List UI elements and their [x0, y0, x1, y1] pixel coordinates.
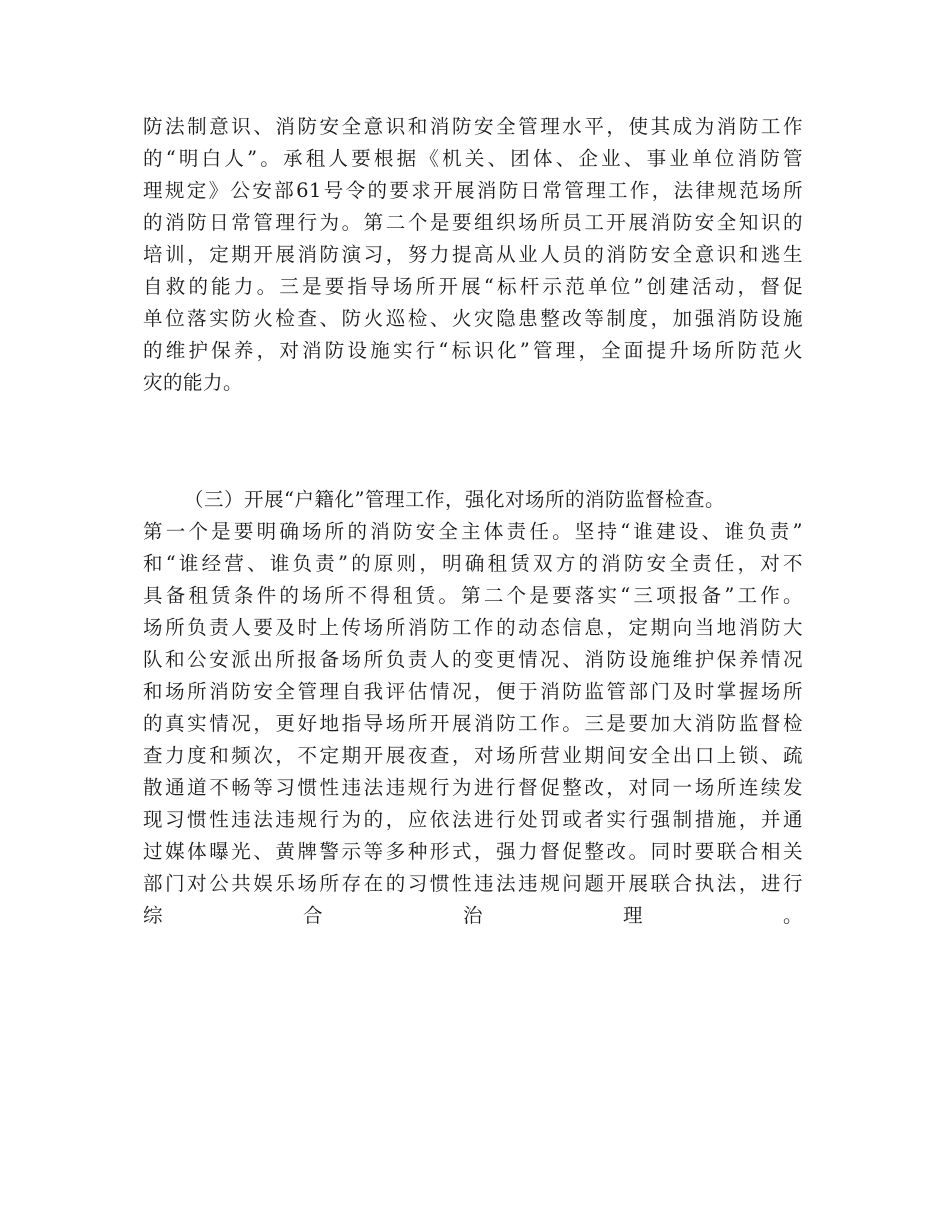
text-line: 场所负责人要及时上传场所消防工作的动态信息，定期向当地消防大 [143, 616, 803, 639]
text-line: 的“明白人”。承租人要根据《机关、团体、企业、事业单位消防管 [143, 147, 803, 170]
text-line: 队和公安派出所报备场所负责人的变更情况、消防设施维护保养情况 [143, 648, 803, 671]
text-line: 散通道不畅等习惯性违法违规行为进行督促整改，对同一场所连续发 [143, 776, 803, 799]
text-line: 过媒体曝光、黄牌警示等多种形式，强力督促整改。同时要联合相关 [143, 840, 803, 863]
text-line: 理规定》公安部61号令的要求开展消防日常管理工作，法律规范场所 [143, 179, 803, 202]
text-line: 现习惯性违法违规行为的，应依法进行处罚或者实行强制措施，并通 [143, 808, 803, 831]
text-line: 的维护保养，对消防设施实行“标识化”管理，全面提升场所防范火 [143, 339, 803, 362]
text-line: 单位落实防火检查、防火巡检、火灾隐患整改等制度，加强消防设施 [143, 307, 803, 330]
text-line: 第一个是要明确场所的消防安全主体责任。坚持“谁建设、谁负责” [143, 520, 803, 543]
section-heading-line: （三）开展“户籍化”管理工作，强化对场所的消防监督检查。 [184, 488, 725, 511]
text-line [143, 932, 803, 964]
text-line: 具备租赁条件的场所不得租赁。第二个是要落实“三项报备”工作。 [143, 584, 803, 607]
text-line: 的消防日常管理行为。第二个是要组织场所员工开展消防安全知识的 [143, 211, 803, 234]
text-line: 和场所消防安全管理自我评估情况，便于消防监管部门及时掌握场所 [143, 680, 803, 703]
text-line: 防法制意识、消防安全意识和消防安全管理水平，使其成为消防工作 [143, 115, 803, 138]
text-line: 自救的能力。三是要指导场所开展“标杆示范单位”创建活动，督促 [143, 275, 803, 298]
paragraph-1 [143, 111, 803, 399]
text-line: 灾的能力。 [143, 371, 244, 394]
text-line: 查力度和频次，不定期开展夜查，对场所营业期间安全出口上锁、疏 [143, 744, 803, 767]
paragraph-2 [143, 484, 803, 964]
text-line: 部门对公共娱乐场所存在的习惯性违法违规问题开展联合执法，进行 [143, 872, 803, 895]
text-line: 的真实情况，更好地指导场所开展消防工作。三是要加大消防监督检 [143, 712, 803, 735]
text-line: 综合治理。 [143, 904, 803, 927]
text-line: 和“谁经营、谁负责”的原则，明确租赁双方的消防安全责任，对不 [143, 552, 803, 575]
text-line: 培训，定期开展消防演习，努力提高从业人员的消防安全意识和逃生 [143, 243, 803, 266]
